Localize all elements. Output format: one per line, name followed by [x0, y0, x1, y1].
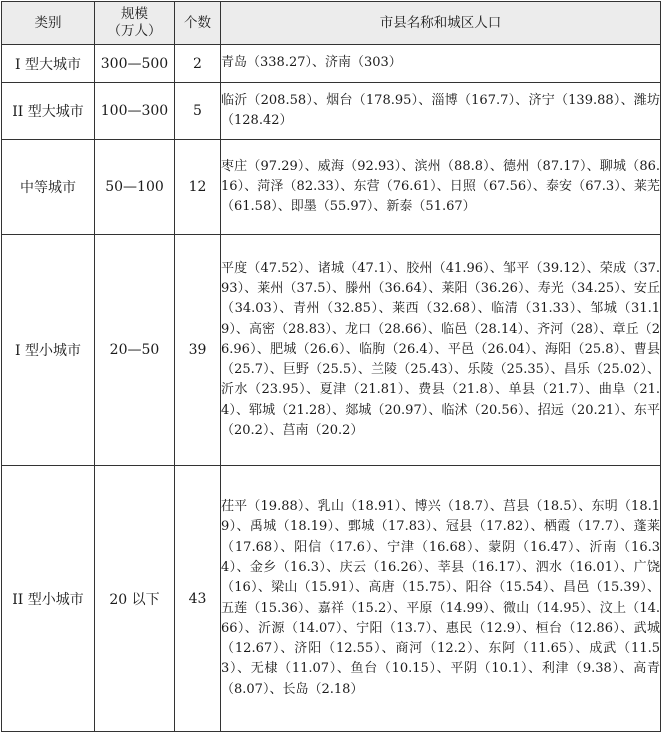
row-count: 5: [175, 83, 221, 140]
row-count: 39: [175, 235, 221, 466]
row-category: I 型小城市: [2, 235, 95, 466]
table-row: [2, 235, 661, 466]
row-cities: 平度（47.52）、诸城（47.1）、胶州（41.96）、邹平（39.12）、荣成（37.93）、莱州（37.5）、滕州（36.64）、莱阳（36.26）、寿光（34.25）、安丘（34.03）、青州（32.85）、莱西（32.68）、临清（31.33）、邹城（31.19）、高密（28.83）、龙口（28.66）、临邑（28.14）、齐河（28）、章丘（26.96）、肥城（26.6）、临朐（26.4）、平邑（26.04）、海阳（25.8）、曹县（25.7）、巨野（25.5）、兰陵（25.43）、乐陵（25.35）、昌乐（25.02）、沂水（23.95）、夏津（21.81）、费县（21.8）、单县（21.7）、曲阜（21.4）、郓城（21.28）、郯城（20.97）、临沭（20.56）、招远（20.21）、东平（20.2）、莒南（20.2）: [221, 235, 661, 466]
row-cities: 青岛（338.27）、济南（303）: [221, 45, 661, 83]
row-category: II 型大城市: [2, 83, 95, 140]
row-category: 中等城市: [2, 140, 95, 235]
table-row: [2, 83, 661, 140]
header-count: 个数: [175, 2, 221, 45]
row-category: II 型小城市: [2, 466, 95, 732]
header-category: 类别: [2, 2, 95, 45]
row-cities: 茌平（19.88）、乳山（18.91）、博兴（18.7）、莒县（18.5）、东明（18.19）、禹城（18.19）、鄄城（17.83）、冠县（17.82）、栖霞（17.7）、蓬莱（17.68）、阳信（17.6）、宁津（16.68）、蒙阴（16.47）、沂南（16.34）、金乡（16.3）、庆云（16.26）、莘县（16.17）、泗水（16.01）、广饶（16）、梁山（15.91）、高唐（15.75）、阳谷（15.54）、昌邑（15.39）、五莲（15.36）、嘉祥（15.2）、平原（14.99）、微山（14.95）、汶上（14.66）、沂源（14.07）、宁阳（13.7）、惠民（12.9）、桓台（12.86）、武城（12.67）、济阳（12.55）、商河（12.2）、东阿（11.65）、成武（11.53）、无棣（11.07）、鱼台（10.15）、平阴（10.1）、利津（9.38）、高青（8.07）、长岛（2.18）: [221, 466, 661, 732]
row-scale: 20 以下: [95, 466, 175, 732]
row-cities: 枣庄（97.29）、威海（92.93）、滨州（88.8）、德州（87.17）、聊城（86.16）、菏泽（82.33）、东营（76.61）、日照（67.56）、泰安（67.3）、莱芜（61.58）、即墨（55.97）、新泰（51.67）: [221, 140, 661, 235]
row-scale: 50—100: [95, 140, 175, 235]
row-scale: 20—50: [95, 235, 175, 466]
row-count: 2: [175, 45, 221, 83]
row-count: 43: [175, 466, 221, 732]
table-row: [2, 45, 661, 83]
row-category: I 型大城市: [2, 45, 95, 83]
row-count: 12: [175, 140, 221, 235]
row-scale: 100—300: [95, 83, 175, 140]
header-cities: 市县名称和城区人口: [221, 2, 661, 45]
table-row: [2, 140, 661, 235]
header-scale: 规模 （万人）: [95, 2, 175, 45]
city-scale-table: [1, 1, 661, 732]
row-cities: 临沂（208.58）、烟台（178.95）、淄博（167.7）、济宁（139.88）、潍坊（128.42）: [221, 83, 661, 140]
table-row: [2, 466, 661, 732]
row-scale: 300—500: [95, 45, 175, 83]
table-header-row: [2, 2, 661, 45]
